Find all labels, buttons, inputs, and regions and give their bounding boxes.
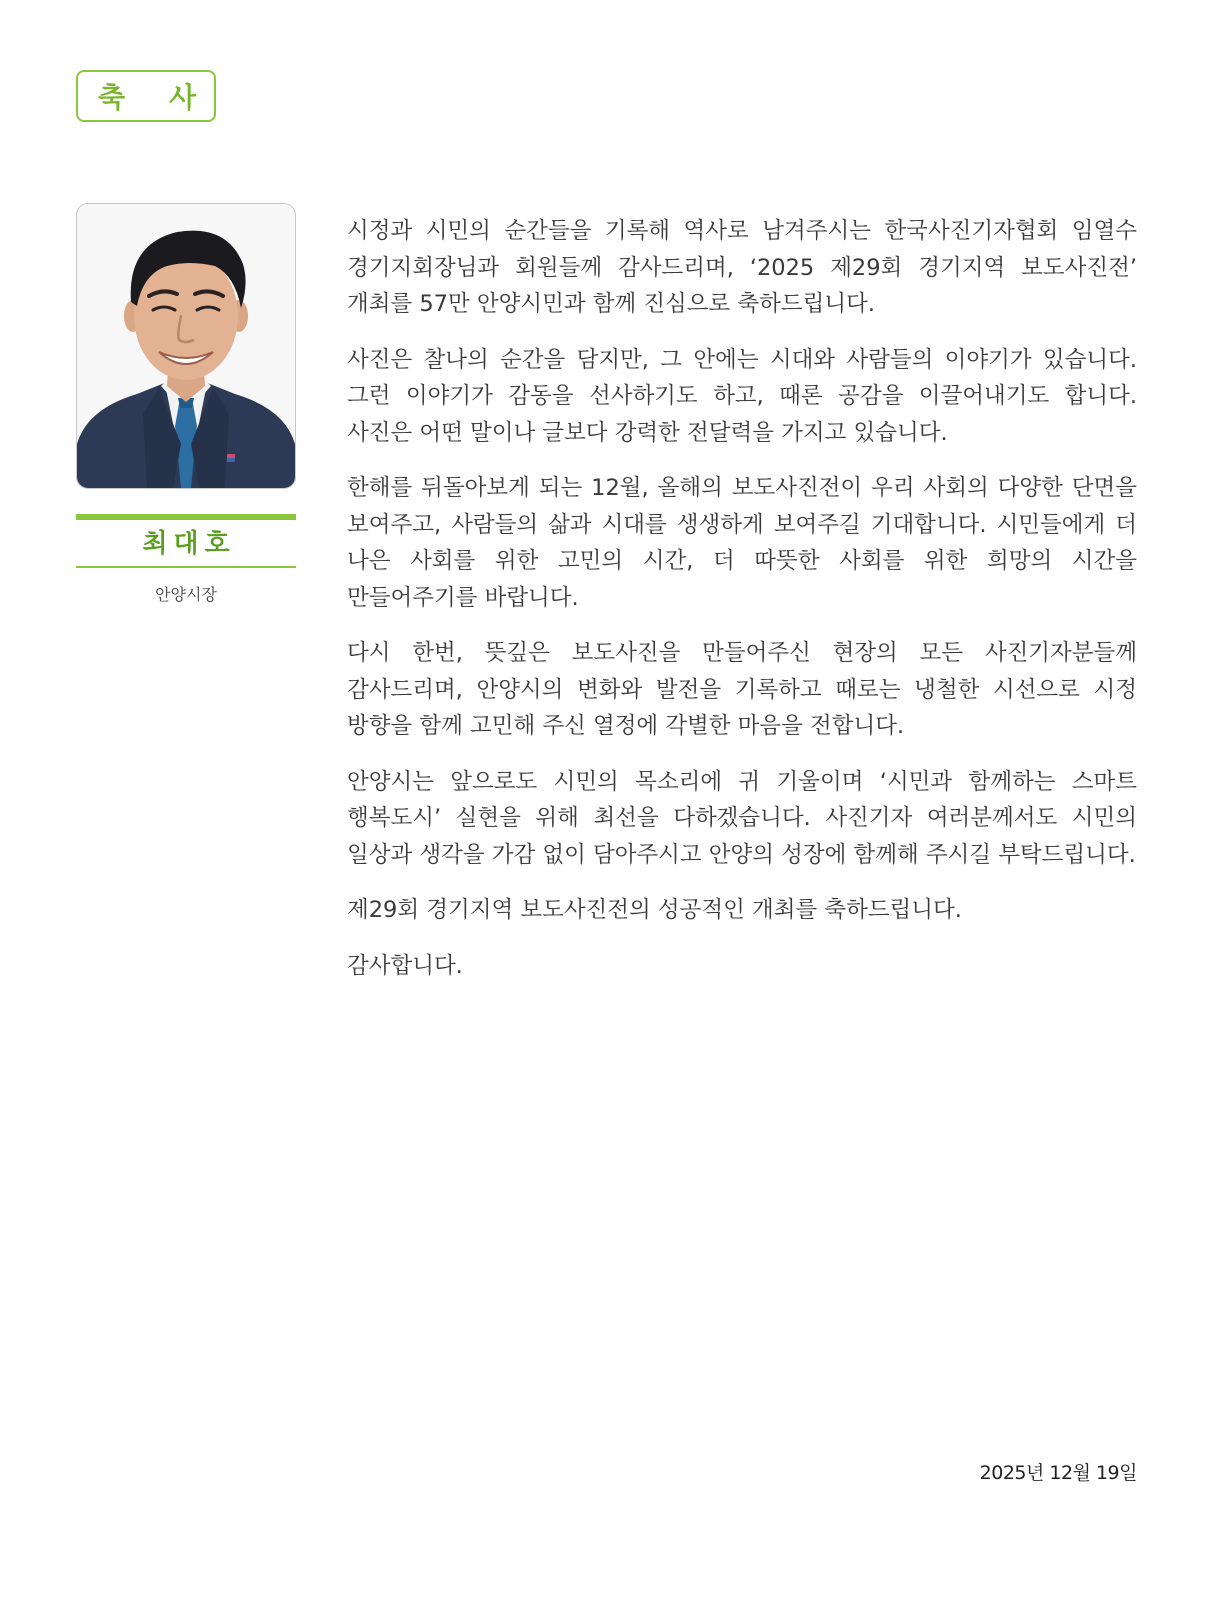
name-block	[76, 514, 296, 568]
portrait-photo	[76, 203, 296, 489]
paragraph: 감사합니다.	[347, 952, 463, 979]
paragraph: 안양시는 앞으로도 시민의 목소리에 귀 기울이며 ‘시민과 함께하는 스마트 행복도시’ 실현을 위해 최선을 다하겠습니다. 사진기자 여러분께서도 시민의 일상과 생각을 가감 없이 담아주시고 안양의 성장에 함께해 주시길 부탁드립니다.	[347, 768, 1137, 868]
paragraph: 제29회 경기지역 보도사진전의 성공적인 개최를 축하드립니다.	[347, 897, 962, 923]
document-date: 2025년 12월 19일	[979, 1462, 1137, 1484]
section-title-char-1: 축	[98, 81, 126, 114]
paragraph: 사진은 찰나의 순간을 담지만, 그 안에는 시대와 사람들의 이야기가 있습니다. 그런 이야기가 감동을 선사하기도 하고, 때론 공감을 이끌어내기도 합니다. 사진은 어떤 말이나 글보다 강력한 전달력을 가지고 있습니다.	[347, 346, 1137, 446]
person-role: 안양시장	[155, 585, 217, 604]
message-body	[347, 213, 1137, 1003]
person-name: 최대호	[142, 529, 236, 559]
paragraph: 시정과 시민의 순간들을 기록해 역사로 남겨주시는 한국사진기자협회 임열수 경기지회장님과 회원들께 감사드리며, ‘2025 제29회 경기지역 보도사진전’ 개최를 57만 안양시민과 함께 진심으로 축하드립니다.	[347, 218, 1137, 317]
section-title-box	[76, 70, 216, 122]
name-bottom-rule	[76, 566, 296, 568]
section-title-char-2: 사	[168, 81, 196, 114]
paragraph: 다시 한번, 뜻깊은 보도사진을 만들어주신 현장의 모든 사진기자분들께 감사드리며, 안양시의 변화와 발전을 기록하고 때로는 냉철한 시선으로 시정 방향을 함께 고민해 주신 열정에 각별한 마음을 전합니다.	[347, 640, 1137, 739]
paragraph: 한해를 뒤돌아보게 되는 12월, 올해의 보도사진전이 우리 사회의 다양한 단면을 보여주고, 사람들의 삶과 시대를 생생하게 보여주길 기대합니다. 시민들에게 더 나은 사회를 위한 고민의 시간, 더 따뜻한 사회를 위한 희망의 시간을 만들어주기를 바랍니다.	[347, 475, 1137, 611]
